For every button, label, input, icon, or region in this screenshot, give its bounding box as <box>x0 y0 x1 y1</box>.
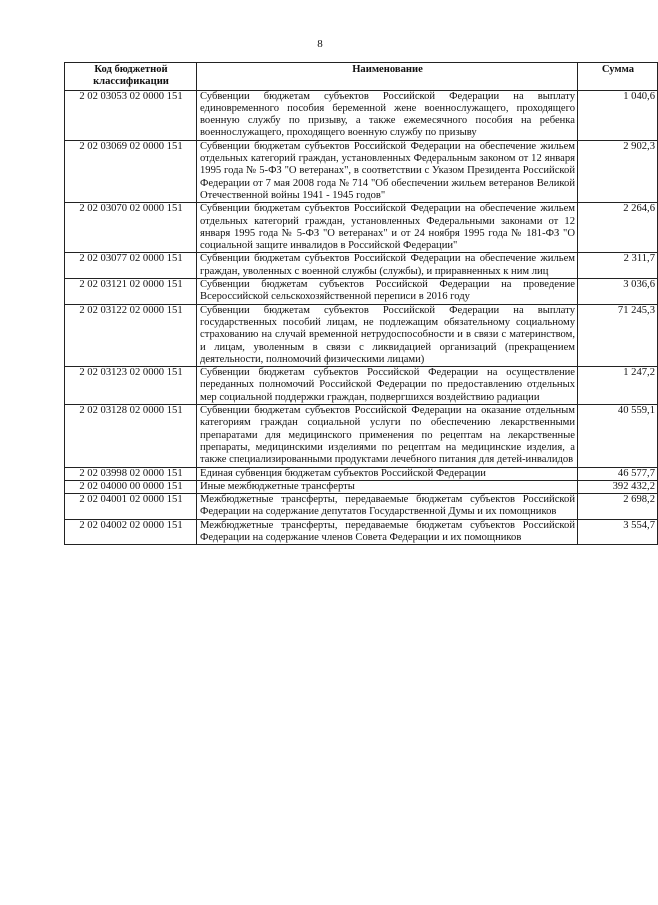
budget-table <box>64 62 658 545</box>
page-number: 8 <box>317 38 323 50</box>
row-sum: 1 040,6 <box>578 90 658 140</box>
header-code: Код бюджетной классификации <box>65 63 197 91</box>
row-code: 2 02 04002 02 0000 151 <box>65 519 197 545</box>
row-sum: 2 311,7 <box>578 253 658 279</box>
table-row <box>65 279 658 305</box>
header-name: Наименование <box>197 63 578 91</box>
row-name: Субвенции бюджетам субъектов Российской Федерации на обеспечение жильем граждан, уволенных с военной службы (службы), и приравненных к ним лиц <box>197 253 578 279</box>
table-row <box>65 480 658 493</box>
row-code: 2 02 03128 02 0000 151 <box>65 405 197 467</box>
row-sum: 2 264,6 <box>578 203 658 253</box>
row-name: Субвенции бюджетам субъектов Российской Федерации на осуществление переданных полномочий Российской Федерации по предоставлению отдельных мер социальной поддержки граждан, подвергшихся воздействию радиации <box>197 367 578 405</box>
row-code: 2 02 03053 02 0000 151 <box>65 90 197 140</box>
header-row <box>65 63 658 91</box>
row-code: 2 02 03069 02 0000 151 <box>65 140 197 202</box>
row-name: Межбюджетные трансферты, передаваемые бюджетам субъектов Российской Федерации на содержание депутатов Государственной Думы и их помощников <box>197 494 578 520</box>
table-row <box>65 367 658 405</box>
row-sum: 1 247,2 <box>578 367 658 405</box>
row-sum: 46 577,7 <box>578 467 658 480</box>
row-name: Иные межбюджетные трансферты <box>197 480 578 493</box>
row-sum: 40 559,1 <box>578 405 658 467</box>
row-name: Субвенции бюджетам субъектов Российской Федерации на выплату единовременного пособия беременной жене военнослужащего, проходящего военную службу по призыву, а также ежемесячного пособия на ребенка военнослужащего, проходящего военную службу по призыву <box>197 90 578 140</box>
row-code: 2 02 03123 02 0000 151 <box>65 367 197 405</box>
row-name: Субвенции бюджетам субъектов Российской Федерации на обеспечение жильем отдельных категорий граждан, установленных Федеральными законами от 12 января 1995 года № 5-ФЗ "О ветеранах" и от 24 ноября 1995 года № 181-ФЗ "О социальной защите инвалидов в Российской Федерации" <box>197 203 578 253</box>
table-row <box>65 203 658 253</box>
row-code: 2 02 03122 02 0000 151 <box>65 304 197 366</box>
row-code: 2 02 04000 00 0000 151 <box>65 480 197 493</box>
table-row <box>65 519 658 545</box>
row-sum: 2 698,2 <box>578 494 658 520</box>
row-sum: 392 432,2 <box>578 480 658 493</box>
table-row <box>65 253 658 279</box>
table-row <box>65 405 658 467</box>
table-row <box>65 140 658 202</box>
table-row <box>65 304 658 366</box>
row-code: 2 02 03998 02 0000 151 <box>65 467 197 480</box>
row-code: 2 02 03077 02 0000 151 <box>65 253 197 279</box>
row-name: Межбюджетные трансферты, передаваемые бюджетам субъектов Российской Федерации на содержание членов Совета Федерации и их помощников <box>197 519 578 545</box>
row-name: Субвенции бюджетам субъектов Российской Федерации на проведение Всероссийской сельскохозяйственной переписи в 2016 году <box>197 279 578 305</box>
header-sum: Сумма <box>578 63 658 91</box>
row-code: 2 02 03070 02 0000 151 <box>65 203 197 253</box>
row-name: Единая субвенция бюджетам субъектов Российской Федерации <box>197 467 578 480</box>
table-body <box>65 90 658 545</box>
row-name: Субвенции бюджетам субъектов Российской Федерации на оказание отдельным категориям граждан социальной услуги по обеспечению лекарственными препаратами для медицинского применения по рецептам на лекарственные препараты, медицинскими изделиями по рецептам на медицинские изделия, а также специализированными продуктами лечебного питания для детей-инвалидов <box>197 405 578 467</box>
row-sum: 3 036,6 <box>578 279 658 305</box>
table-row <box>65 90 658 140</box>
row-name: Субвенции бюджетам субъектов Российской Федерации на выплату государственных пособий лицам, не подлежащим обязательному социальному страхованию на случай временной нетрудоспособности и в связи с материнством, и лицам, уволенным в связи с ликвидацией организаций (прекращением деятельности, полномочий физическими лицами) <box>197 304 578 366</box>
table-row <box>65 494 658 520</box>
row-sum: 2 902,3 <box>578 140 658 202</box>
row-name: Субвенции бюджетам субъектов Российской Федерации на обеспечение жильем отдельных категорий граждан, установленных Федеральным законом от 12 января 1995 года № 5-ФЗ "О ветеранах", в соответствии с Указом Президента Российской Федерации от 7 мая 2008 года № 714 "Об обеспечении жильем ветеранов Великой Отечественной войны 1941 - 1945 годов" <box>197 140 578 202</box>
row-code: 2 02 03121 02 0000 151 <box>65 279 197 305</box>
row-code: 2 02 04001 02 0000 151 <box>65 494 197 520</box>
row-sum: 71 245,3 <box>578 304 658 366</box>
table-row <box>65 467 658 480</box>
row-sum: 3 554,7 <box>578 519 658 545</box>
table-header <box>65 63 658 91</box>
